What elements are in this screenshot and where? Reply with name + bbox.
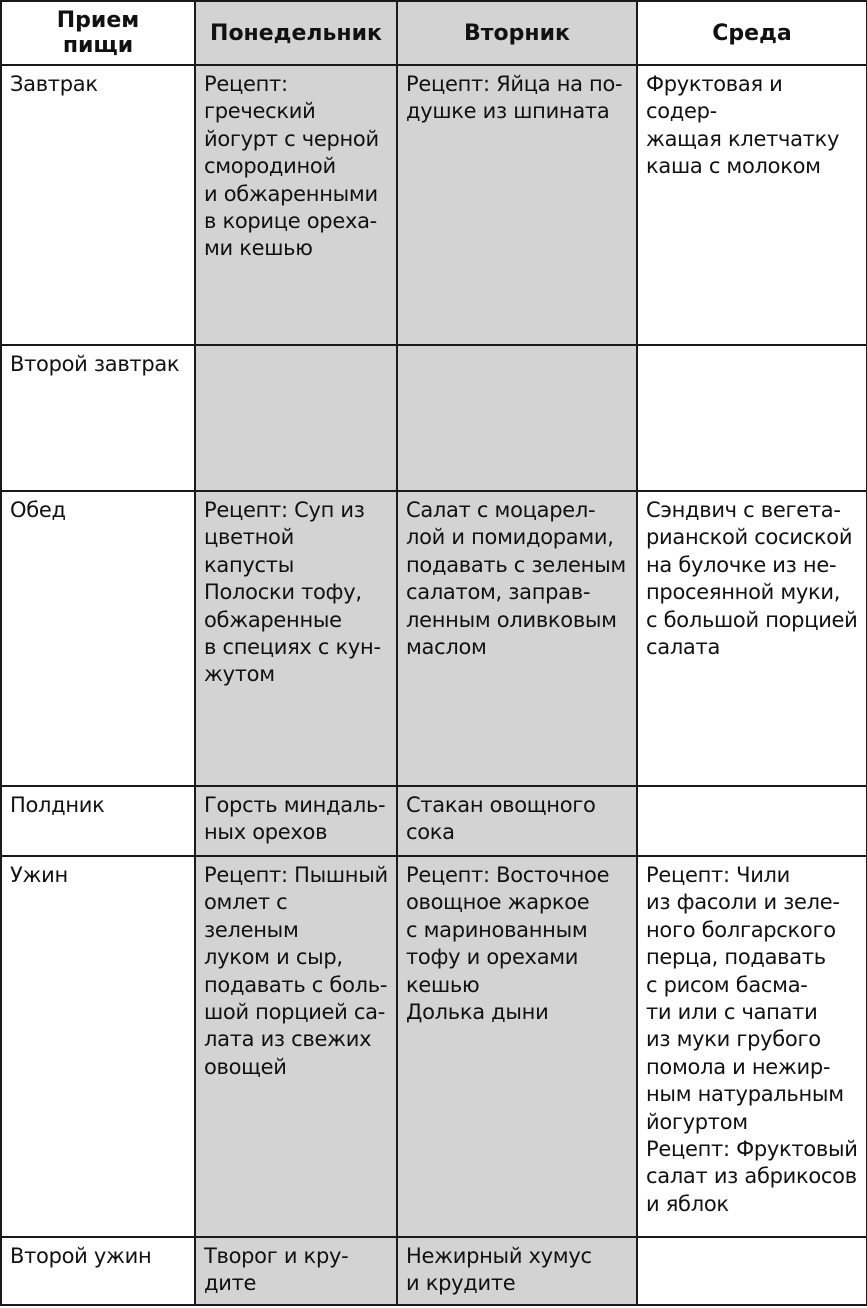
header-wednesday: Среда [637, 1, 867, 65]
cell-tuesday: Нежирный хумус и крудите [397, 1237, 637, 1305]
header-tuesday: Вторник [397, 1, 637, 65]
cell-monday: Рецепт: греческий йогурт с черной смородиной и обжаренными в корице ореха- ми кешью [195, 65, 397, 345]
header-monday: Понедельник [195, 1, 397, 65]
meal-name: Завтрак [1, 65, 195, 345]
header-row [1, 1, 867, 65]
cell-wednesday [637, 345, 867, 491]
cell-wednesday: Фруктовая и содер- жащая клетчатку каша с молоком [637, 65, 867, 345]
cell-monday [195, 345, 397, 491]
cell-monday: Горсть миндаль- ных орехов [195, 786, 397, 856]
header-meal: Прием пищи [1, 1, 195, 65]
cell-monday: Рецепт: Пышный омлет с зеленым луком и сыр, подавать с боль- шой порцией са- лата из свежих овощей [195, 856, 397, 1237]
meal-name: Второй ужин [1, 1237, 195, 1305]
cell-tuesday: Стакан овощного сока [397, 786, 637, 856]
cell-tuesday: Рецепт: Яйца на по- душке из шпината [397, 65, 637, 345]
cell-wednesday [637, 786, 867, 856]
row-lunch [1, 491, 867, 786]
row-breakfast [1, 65, 867, 345]
row-afternoon-snack [1, 786, 867, 856]
row-second-dinner [1, 1237, 867, 1305]
meal-name: Полдник [1, 786, 195, 856]
cell-tuesday: Салат с моцарел- лой и помидорами, подавать с зеленым салатом, заправ- ленным оливковым маслом [397, 491, 637, 786]
cell-wednesday: Рецепт: Чили из фасоли и зеле- ного болгарского перца, подавать с рисом басма- ти или с чапати из муки грубого помола и нежир- ным натуральным йогуртом Рецепт: Фруктовый салат из абрикосов и яблок [637, 856, 867, 1237]
meal-name: Второй завтрак [1, 345, 195, 491]
cell-monday: Творог и кру- дите [195, 1237, 397, 1305]
cell-wednesday: Сэндвич с вегета- рианской сосиской на булочке из не- просеянной муки, с большой порцией салата [637, 491, 867, 786]
row-second-breakfast [1, 345, 867, 491]
meal-name: Обед [1, 491, 195, 786]
cell-monday: Рецепт: Суп из цветной капусты Полоски тофу, обжаренные в специях с кун- жутом [195, 491, 397, 786]
row-dinner [1, 856, 867, 1237]
cell-tuesday: Рецепт: Восточное овощное жаркое с маринованным тофу и орехами кешью Долька дыни [397, 856, 637, 1237]
cell-tuesday [397, 345, 637, 491]
meal-name: Ужин [1, 856, 195, 1237]
cell-wednesday [637, 1237, 867, 1305]
